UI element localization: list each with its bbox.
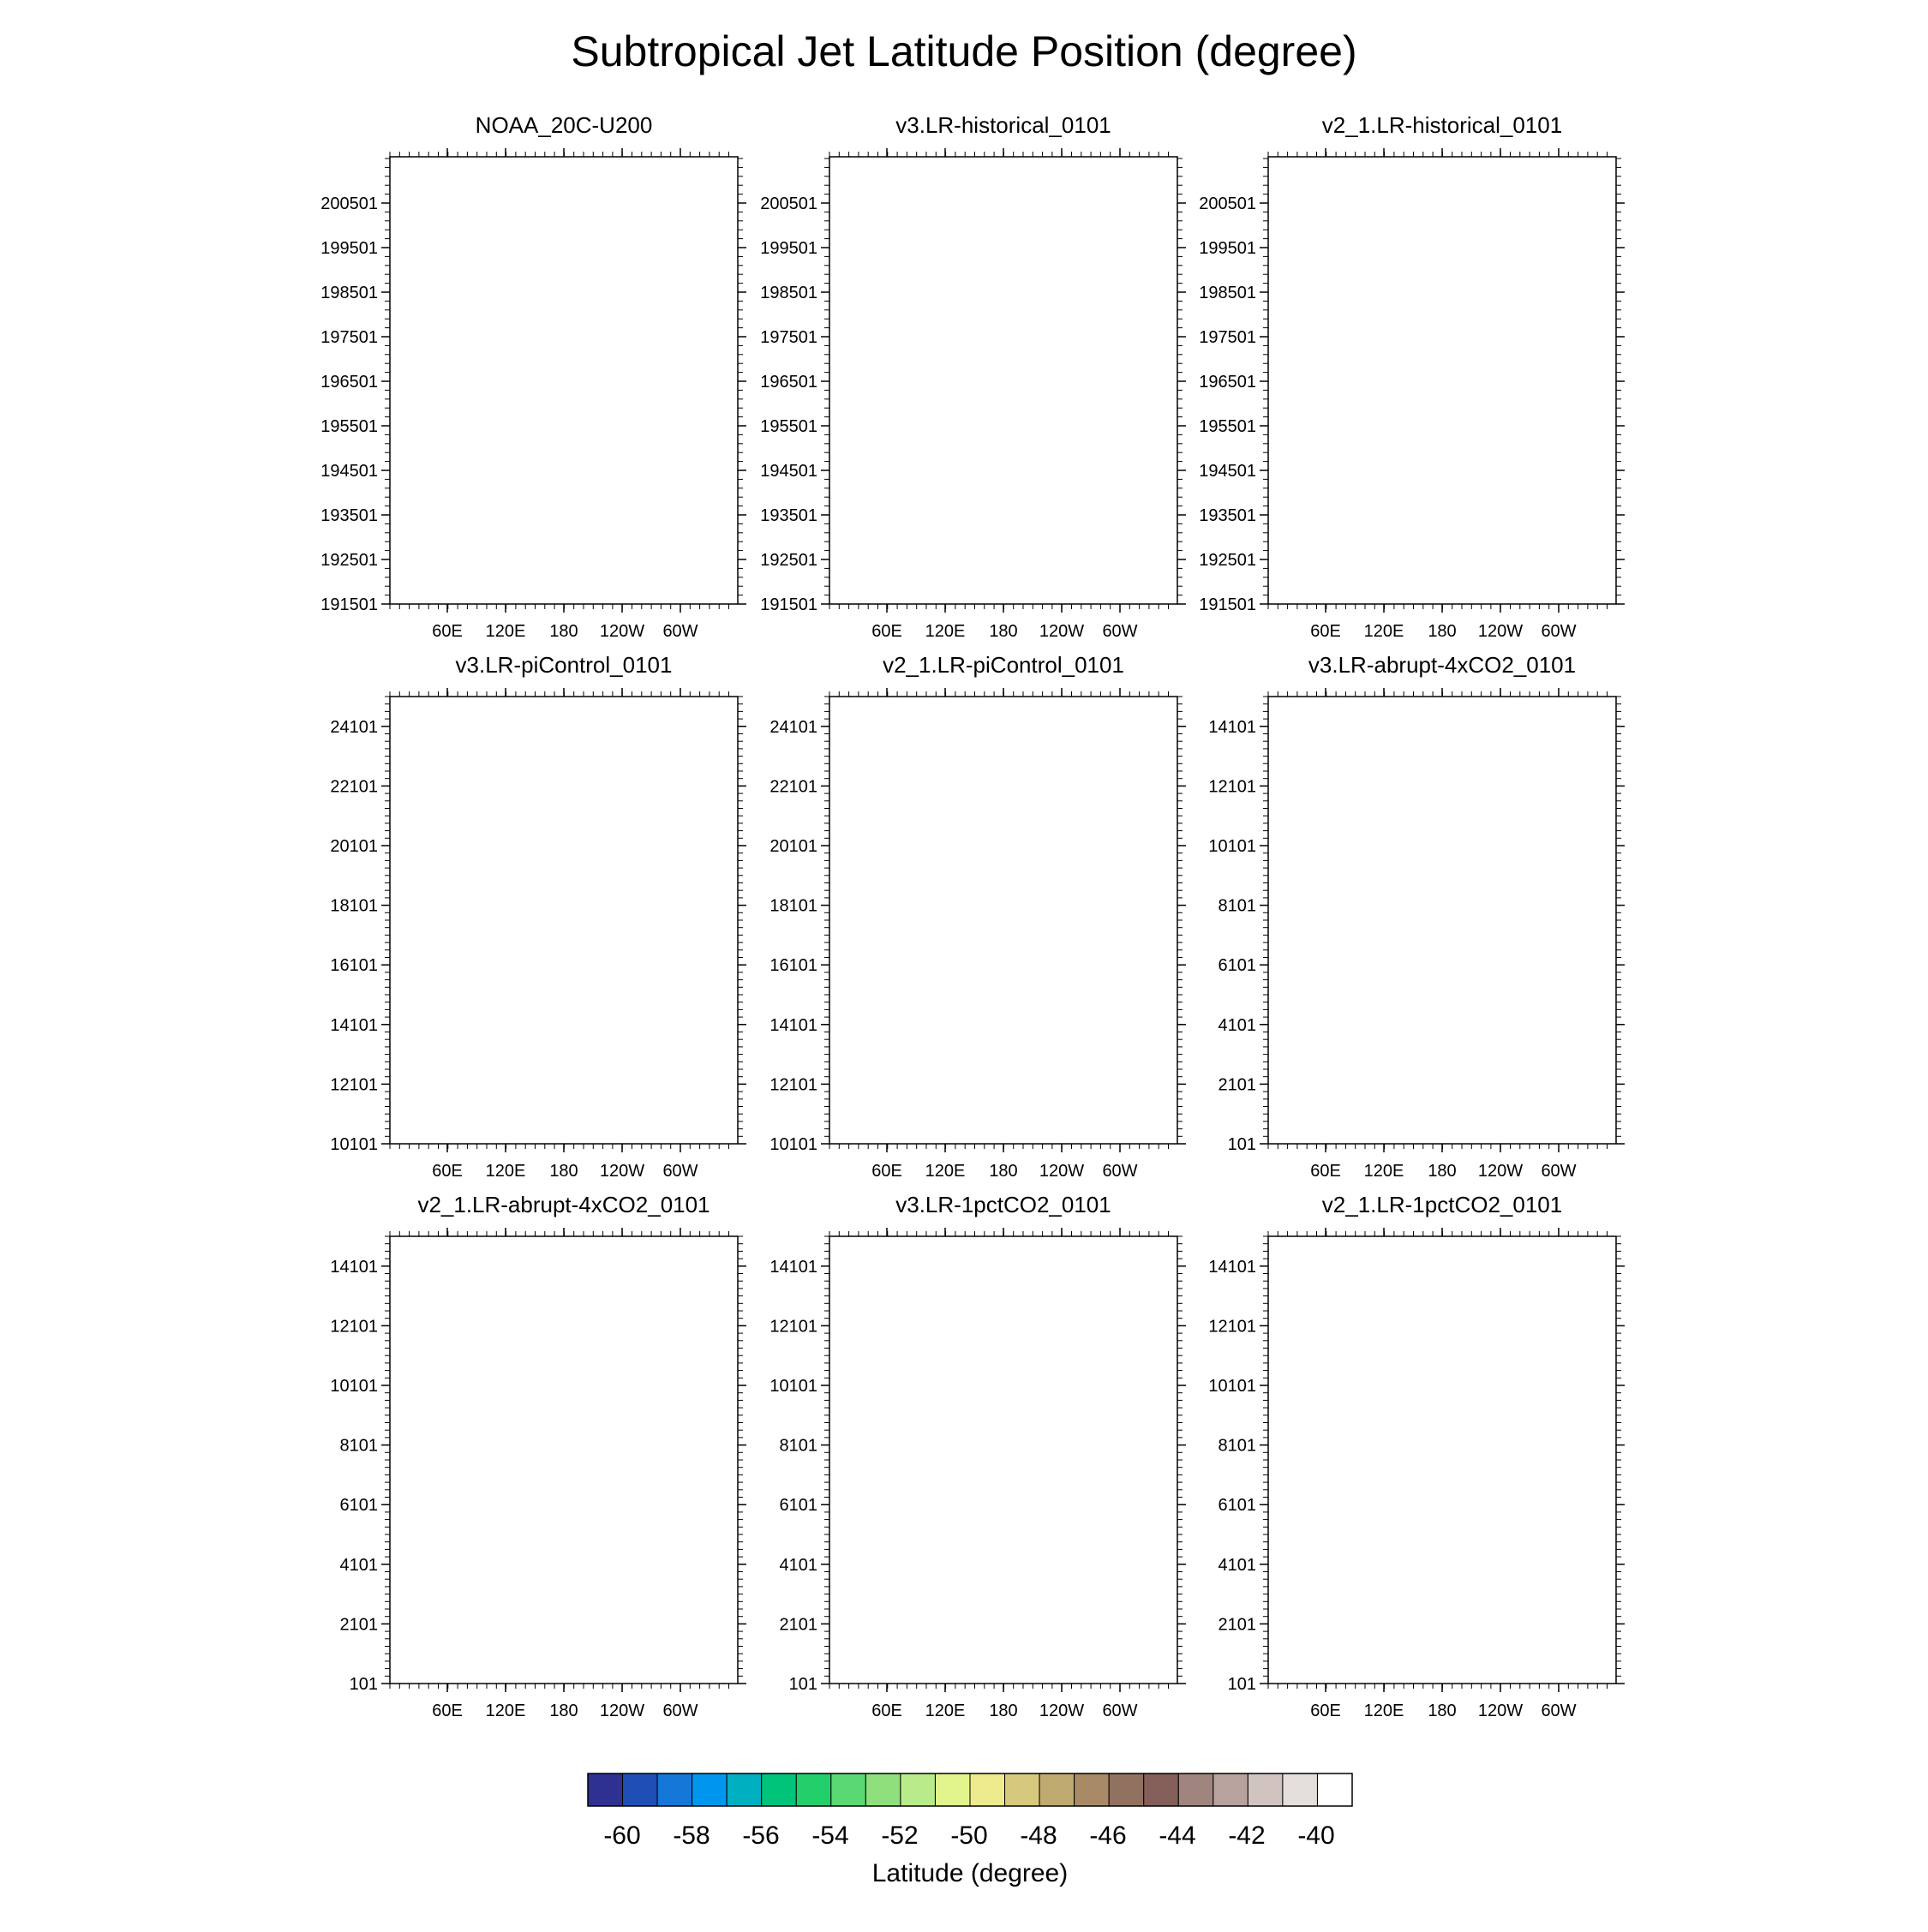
colorbar-tick-label: -42 bbox=[1228, 1821, 1266, 1850]
panel-title: v2_1.LR-abrupt-4xCO2_0101 bbox=[417, 1192, 710, 1217]
colorbar-swatch bbox=[762, 1773, 797, 1806]
y-tick-label: 198501 bbox=[320, 284, 378, 302]
x-tick-label: 120E bbox=[925, 1162, 966, 1181]
y-tick-label: 2101 bbox=[779, 1615, 817, 1635]
plot-frame bbox=[829, 697, 1177, 1144]
y-tick-label: 199501 bbox=[1199, 239, 1256, 258]
x-tick-label: 180 bbox=[549, 1162, 578, 1181]
y-tick-label: 14101 bbox=[1208, 717, 1256, 737]
x-tick-label: 60E bbox=[432, 1702, 463, 1720]
y-tick-label: 10101 bbox=[330, 1135, 378, 1154]
y-tick-label: 14101 bbox=[769, 1015, 817, 1035]
plot-frame bbox=[1268, 697, 1616, 1144]
y-tick-label: 4101 bbox=[339, 1555, 378, 1575]
x-tick-label: 60W bbox=[1541, 622, 1577, 641]
y-tick-label: 198501 bbox=[1199, 284, 1256, 302]
colorbar-tick-label: -54 bbox=[811, 1821, 849, 1850]
colorbar-swatch bbox=[1144, 1773, 1179, 1806]
colorbar-swatch bbox=[970, 1773, 1005, 1806]
panel-4 bbox=[330, 652, 746, 1181]
x-tick-label: 120E bbox=[485, 622, 526, 641]
colorbar-tick-label: -40 bbox=[1297, 1821, 1335, 1850]
plot-frame bbox=[829, 157, 1177, 604]
y-tick-label: 196501 bbox=[320, 373, 378, 392]
colorbar-swatch bbox=[1005, 1773, 1040, 1806]
y-tick-label: 14101 bbox=[769, 1257, 817, 1277]
colorbar-swatch bbox=[796, 1773, 831, 1806]
colorbar-swatch bbox=[865, 1773, 901, 1806]
y-tick-label: 192501 bbox=[1199, 551, 1256, 570]
x-tick-label: 120W bbox=[1039, 622, 1085, 641]
y-tick-label: 101 bbox=[788, 1675, 817, 1694]
colorbar-swatch bbox=[727, 1773, 762, 1806]
y-tick-label: 196501 bbox=[1199, 373, 1256, 392]
y-tick-label: 12101 bbox=[1208, 1317, 1256, 1337]
panel-title: v3.LR-abrupt-4xCO2_0101 bbox=[1308, 652, 1577, 678]
x-tick-label: 120W bbox=[599, 1702, 645, 1720]
x-tick-label: 120W bbox=[599, 1162, 645, 1181]
colorbar-swatch bbox=[935, 1773, 970, 1806]
x-tick-label: 120E bbox=[1363, 1702, 1404, 1720]
colorbar bbox=[588, 1773, 1352, 1887]
x-tick-label: 60W bbox=[662, 622, 698, 641]
x-tick-label: 180 bbox=[1428, 1702, 1457, 1720]
y-tick-label: 8101 bbox=[339, 1436, 378, 1456]
x-tick-label: 120E bbox=[925, 622, 966, 641]
y-tick-label: 197501 bbox=[1199, 328, 1256, 347]
x-tick-label: 60W bbox=[1541, 1702, 1577, 1720]
colorbar-swatch bbox=[1283, 1773, 1318, 1806]
x-tick-label: 60E bbox=[1310, 1162, 1341, 1181]
y-tick-label: 12101 bbox=[330, 1075, 378, 1095]
y-tick-label: 198501 bbox=[760, 284, 817, 302]
y-tick-label: 101 bbox=[349, 1675, 378, 1694]
y-tick-label: 4101 bbox=[1218, 1015, 1256, 1035]
colorbar-tick-label: -48 bbox=[1020, 1821, 1057, 1850]
colorbar-tick-label: -58 bbox=[673, 1821, 710, 1850]
y-tick-label: 12101 bbox=[769, 1317, 817, 1337]
y-tick-label: 10101 bbox=[330, 1377, 378, 1396]
x-tick-label: 180 bbox=[989, 1702, 1018, 1720]
y-tick-label: 199501 bbox=[760, 239, 817, 258]
plot-frame bbox=[1268, 1236, 1616, 1684]
x-tick-label: 120W bbox=[1039, 1162, 1085, 1181]
y-tick-label: 193501 bbox=[1199, 506, 1256, 525]
y-tick-label: 10101 bbox=[1208, 1377, 1256, 1396]
y-tick-label: 195501 bbox=[1199, 417, 1256, 436]
y-tick-label: 196501 bbox=[760, 373, 817, 392]
panel-9 bbox=[1208, 1192, 1625, 1720]
panel-title: v2_1.LR-1pctCO2_0101 bbox=[1321, 1192, 1563, 1217]
colorbar-swatch bbox=[831, 1773, 866, 1806]
y-tick-label: 200501 bbox=[760, 194, 817, 213]
y-tick-label: 16101 bbox=[769, 956, 817, 976]
x-tick-label: 180 bbox=[1428, 622, 1457, 641]
x-tick-label: 120W bbox=[1477, 1162, 1524, 1181]
plot-frame bbox=[829, 1236, 1177, 1684]
y-tick-label: 10101 bbox=[769, 1377, 817, 1396]
panel-7 bbox=[330, 1192, 746, 1720]
y-tick-label: 24101 bbox=[769, 717, 817, 737]
colorbar-swatch bbox=[901, 1773, 936, 1806]
panel-2 bbox=[760, 112, 1186, 641]
x-tick-label: 180 bbox=[989, 622, 1018, 641]
y-tick-label: 191501 bbox=[320, 595, 378, 614]
panel-title: v2_1.LR-historical_0101 bbox=[1321, 112, 1563, 138]
colorbar-swatch bbox=[1178, 1773, 1213, 1806]
y-tick-label: 194501 bbox=[320, 462, 378, 481]
y-tick-label: 101 bbox=[1227, 1675, 1256, 1694]
y-tick-label: 2101 bbox=[1218, 1075, 1256, 1095]
colorbar-tick-label: -52 bbox=[881, 1821, 919, 1850]
y-tick-label: 4101 bbox=[1218, 1555, 1256, 1575]
y-tick-label: 14101 bbox=[1208, 1257, 1256, 1277]
x-tick-label: 180 bbox=[989, 1162, 1018, 1181]
y-tick-label: 18101 bbox=[769, 896, 817, 916]
x-tick-label: 180 bbox=[549, 1702, 578, 1720]
x-tick-label: 180 bbox=[1428, 1162, 1457, 1181]
x-tick-label: 60E bbox=[432, 1162, 463, 1181]
x-tick-label: 60E bbox=[432, 622, 463, 641]
x-tick-label: 60E bbox=[871, 1162, 902, 1181]
x-tick-label: 60W bbox=[1541, 1162, 1577, 1181]
plot-frame bbox=[390, 157, 738, 604]
colorbar-swatch bbox=[657, 1773, 692, 1806]
colorbar-swatch bbox=[692, 1773, 727, 1806]
colorbar-swatch bbox=[1109, 1773, 1144, 1806]
y-tick-label: 191501 bbox=[1199, 595, 1256, 614]
colorbar-swatch bbox=[1075, 1773, 1110, 1806]
colorbar-swatch bbox=[623, 1773, 658, 1806]
colorbar-swatch bbox=[1039, 1773, 1075, 1806]
y-tick-label: 6101 bbox=[1218, 956, 1256, 976]
colorbar-swatch bbox=[1248, 1773, 1283, 1806]
y-tick-label: 20101 bbox=[769, 837, 817, 856]
y-tick-label: 200501 bbox=[320, 194, 378, 213]
y-tick-label: 4101 bbox=[779, 1555, 817, 1575]
x-tick-label: 180 bbox=[549, 622, 578, 641]
panel-title: NOAA_20C-U200 bbox=[475, 112, 653, 138]
y-tick-label: 12101 bbox=[769, 1075, 817, 1095]
y-tick-label: 12101 bbox=[1208, 777, 1256, 797]
x-tick-label: 120E bbox=[485, 1162, 526, 1181]
y-tick-label: 193501 bbox=[320, 506, 378, 525]
x-tick-label: 120E bbox=[485, 1702, 526, 1720]
x-tick-label: 60E bbox=[871, 1702, 902, 1720]
y-tick-label: 14101 bbox=[330, 1015, 378, 1035]
y-tick-label: 195501 bbox=[320, 417, 378, 436]
x-tick-label: 120E bbox=[1363, 622, 1404, 641]
y-tick-label: 200501 bbox=[1199, 194, 1256, 213]
y-tick-label: 14101 bbox=[330, 1257, 378, 1277]
y-tick-label: 22101 bbox=[769, 777, 817, 797]
panel-title: v3.LR-1pctCO2_0101 bbox=[895, 1192, 1111, 1217]
colorbar-tick-label: -56 bbox=[742, 1821, 780, 1850]
y-tick-label: 8101 bbox=[779, 1436, 817, 1456]
panel-6 bbox=[1208, 652, 1625, 1181]
x-tick-label: 60W bbox=[662, 1162, 698, 1181]
plot-frame bbox=[390, 1236, 738, 1684]
panel-title: v3.LR-historical_0101 bbox=[895, 112, 1111, 138]
colorbar-swatch bbox=[1213, 1773, 1248, 1806]
y-tick-label: 195501 bbox=[760, 417, 817, 436]
y-tick-label: 192501 bbox=[320, 551, 378, 570]
y-tick-label: 193501 bbox=[760, 506, 817, 525]
y-tick-label: 6101 bbox=[779, 1496, 817, 1516]
y-tick-label: 101 bbox=[1227, 1135, 1256, 1154]
colorbar-tick-label: -46 bbox=[1089, 1821, 1127, 1850]
y-tick-label: 197501 bbox=[320, 328, 378, 347]
y-tick-label: 199501 bbox=[320, 239, 378, 258]
plot-frame bbox=[1268, 157, 1616, 604]
y-tick-label: 12101 bbox=[330, 1317, 378, 1337]
y-tick-label: 2101 bbox=[1218, 1615, 1256, 1635]
panel-8 bbox=[769, 1192, 1186, 1720]
colorbar-swatch bbox=[588, 1773, 623, 1806]
colorbar-tick-label: -44 bbox=[1159, 1821, 1196, 1850]
x-tick-label: 60E bbox=[871, 622, 902, 641]
y-tick-label: 194501 bbox=[1199, 462, 1256, 481]
y-tick-label: 22101 bbox=[330, 777, 378, 797]
y-tick-label: 197501 bbox=[760, 328, 817, 347]
colorbar-tick-label: -60 bbox=[603, 1821, 641, 1850]
x-tick-label: 60W bbox=[1102, 1162, 1138, 1181]
y-tick-label: 24101 bbox=[330, 717, 378, 737]
panel-title: v3.LR-piControl_0101 bbox=[455, 652, 673, 678]
y-tick-label: 8101 bbox=[1218, 896, 1256, 916]
y-tick-label: 10101 bbox=[769, 1135, 817, 1154]
y-tick-label: 8101 bbox=[1218, 1436, 1256, 1456]
panel-5 bbox=[769, 652, 1186, 1181]
panel-title: v2_1.LR-piControl_0101 bbox=[883, 652, 1124, 678]
x-tick-label: 60W bbox=[662, 1702, 698, 1720]
x-tick-label: 120W bbox=[1039, 1702, 1085, 1720]
y-tick-label: 191501 bbox=[760, 595, 817, 614]
y-tick-label: 10101 bbox=[1208, 837, 1256, 856]
colorbar-swatch bbox=[1317, 1773, 1352, 1806]
x-tick-label: 60W bbox=[1102, 1702, 1138, 1720]
panel-1 bbox=[320, 112, 746, 641]
colorbar-tick-label: -50 bbox=[950, 1821, 988, 1850]
y-tick-label: 6101 bbox=[339, 1496, 378, 1516]
plot-frame bbox=[390, 697, 738, 1144]
x-tick-label: 120E bbox=[925, 1702, 966, 1720]
y-tick-label: 16101 bbox=[330, 956, 378, 976]
x-tick-label: 120W bbox=[599, 622, 645, 641]
x-tick-label: 60E bbox=[1310, 1702, 1341, 1720]
x-tick-label: 120E bbox=[1363, 1162, 1404, 1181]
y-tick-label: 6101 bbox=[1218, 1496, 1256, 1516]
x-tick-label: 60E bbox=[1310, 622, 1341, 641]
x-tick-label: 120W bbox=[1477, 622, 1524, 641]
x-tick-label: 60W bbox=[1102, 622, 1138, 641]
y-tick-label: 194501 bbox=[760, 462, 817, 481]
panel-3 bbox=[1199, 112, 1625, 641]
y-tick-label: 192501 bbox=[760, 551, 817, 570]
y-tick-label: 2101 bbox=[339, 1615, 378, 1635]
x-tick-label: 120W bbox=[1477, 1702, 1524, 1720]
colorbar-label: Latitude (degree) bbox=[871, 1859, 1069, 1887]
figure-title: Subtropical Jet Latitude Position (degree) bbox=[571, 27, 1357, 75]
y-tick-label: 18101 bbox=[330, 896, 378, 916]
y-tick-label: 20101 bbox=[330, 837, 378, 856]
